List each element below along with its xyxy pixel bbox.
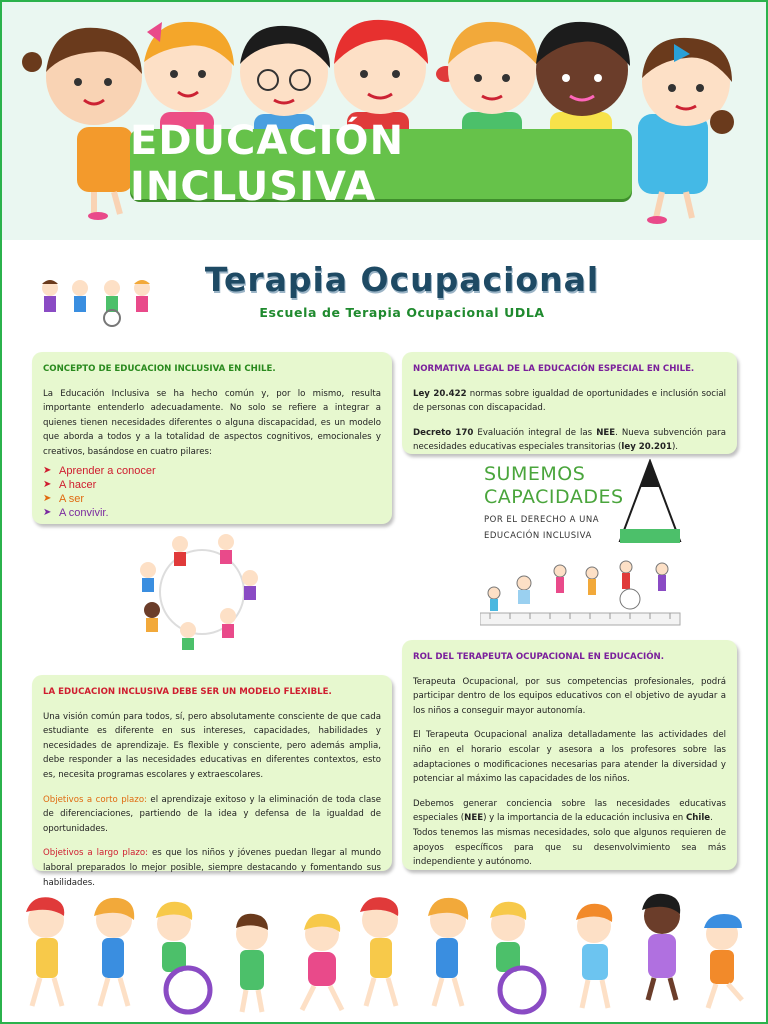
objetivos-corto: Objetivos a corto plazo: el aprendizaje exitoso y la eliminación de toda clase de diferenciaciones, partiendo de la idea y defensa de la igualdad de oportunidades. (43, 794, 381, 834)
concepto-body: La Educación Inclusiva se ha hecho común y, por lo mismo, resulta importante entenderlo adecuadamente. No solo se refiere a integrar a quienes tienen necesidades diferentes o alguna discapacidad, es un modelo que aborda a todos y a la totalidad de aspectos cognitivos, emocionales y creativos, basándose en cuatro pilares: (43, 388, 381, 457)
concepto-box (32, 352, 392, 524)
flexible-heading: LA EDUCACION INCLUSIVA DEBE SER UN MODELO FLEXIBLE. (43, 687, 332, 697)
objetivos-largo: Objetivos a largo plazo: es que los niños y jóvenes puedan llegar al mundo laboral preparados lo mejor posible, siempre destacando y fomentando sus habilidades. (43, 848, 381, 888)
pillars-list (43, 464, 381, 520)
flexible-box (32, 675, 392, 888)
arrow-icon: ➤ (43, 464, 52, 476)
rol-p2: El Terapeuta Ocupacional analiza detalladamente las actividades del niño en el horario escolar y asesora a los profesores sobre las adaptaciones o modificaciones necesarias para atender la diversidad y potenciar al máximo las capacidades de los niños. (413, 730, 726, 785)
pillar-item: ➤ A ser (43, 492, 85, 505)
normativa-box (402, 352, 737, 454)
rol-p1: Terapeuta Ocupacional, por sus competencias profesionales, podrá participar dentro de los equipos educativos con el objetivo de ayudar a los niños a conseguir mayor autonomía. (413, 676, 726, 716)
normativa-heading: NORMATIVA LEGAL DE LA EDUCACIÓN ESPECIAL EN CHILE. (413, 364, 695, 374)
children-footer-illustration (2, 890, 766, 1022)
pencil-ruler-icon (480, 459, 690, 631)
normativa-ley: Ley 20.422 normas sobre igualdad de oportunidades e inclusión social de personas con discapacidad. (413, 388, 726, 414)
rol-p3: Debemos generar conciencia sobre las necesidades educativas especiales (NEE) y la importancia de la educación inclusiva en Chile. (413, 798, 726, 824)
rol-box (402, 640, 737, 870)
header-banner (2, 2, 766, 240)
rol-heading: ROL DEL TERAPEUTA OCUPACIONAL EN EDUCACIÓN. (413, 652, 664, 662)
normativa-decreto: Decreto 170 Evaluación integral de las NEE. Nueva subvención para necesidades educativas especiales transitorias (ley 20.201). (413, 427, 726, 453)
concepto-heading: CONCEPTO DE EDUCACION INCLUSIVA EN CHILE. (43, 364, 276, 374)
pillar-item: ➤ A hacer (43, 478, 97, 491)
pillar-item: ➤ A convivir. (43, 506, 109, 519)
page-subtitle: Escuela de Terapia Ocupacional UDLA (259, 305, 545, 320)
pillar-item: ➤ Aprender a conocer (43, 464, 156, 477)
arrow-icon: ➤ (43, 478, 52, 490)
kids-logo-icon (36, 278, 160, 328)
page-title: Terapia Ocupacional (204, 260, 600, 299)
arrow-icon: ➤ (43, 506, 52, 518)
campaign-logo: SUMEMOS CAPACIDADES POR EL DERECHO A UNA EDUCACIÓN INCLUSIVA (480, 459, 690, 631)
children-circle-illustration (132, 530, 272, 654)
rol-p4: Todos tenemos las mismas necesidades, solo que algunos requieren de apoyos específicos para que su desenvolvimiento sea más independiente y autónomo. (413, 827, 726, 868)
arrow-icon: ➤ (43, 492, 52, 504)
banner-title: EDUCACIÓN INCLUSIVA (130, 129, 632, 199)
flexible-body: Una visión común para todos, sí, pero absolutamente consciente de que cada estudiante es diferente en sus intereses, capacidades, habilidades y necesidades de aprendizaje. Es flexible y consciente, pero además amplia, debe responder a las necesidades educativas en diferentes contextos, esto es, necesita programas escolares y extraescolares. (43, 711, 381, 780)
